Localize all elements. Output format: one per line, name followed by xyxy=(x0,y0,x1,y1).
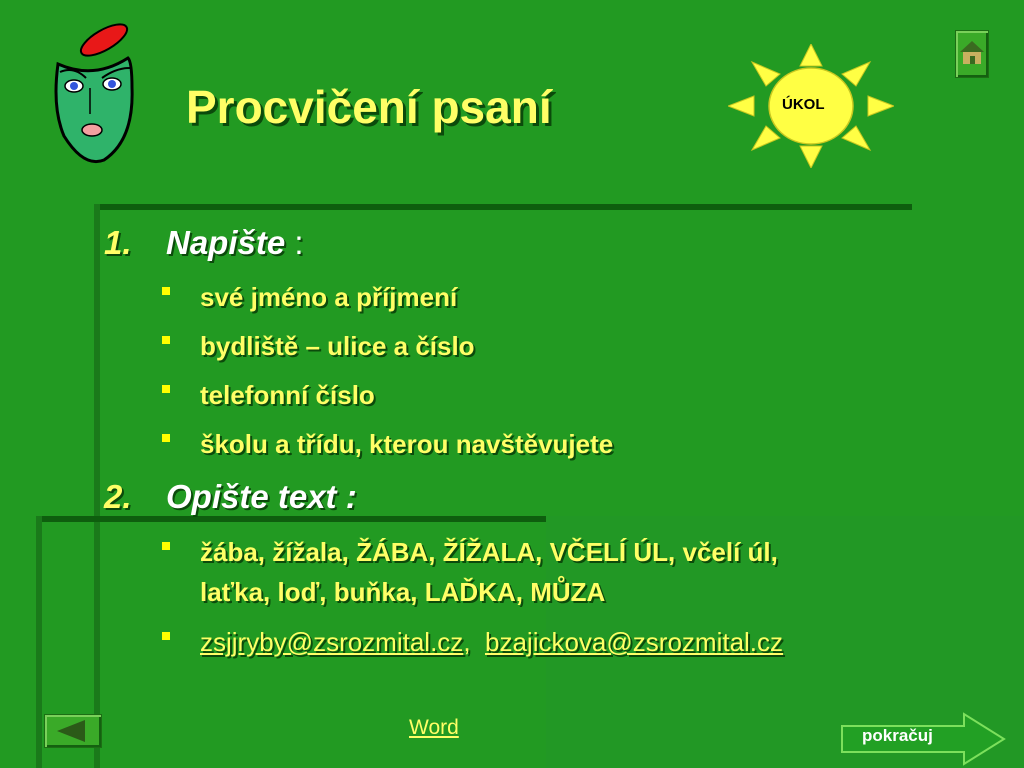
task-2-label: Opište text : xyxy=(166,478,357,515)
bullet-icon xyxy=(162,385,170,393)
task-1-colon: : xyxy=(294,224,304,261)
list-item-text: školu a třídu, kterou navštěvujete xyxy=(200,429,614,459)
list-item xyxy=(162,328,475,364)
task-badge-label: ÚKOL xyxy=(782,96,825,113)
task-1 xyxy=(104,224,304,262)
list-item xyxy=(162,377,375,413)
task-1-label: Napište xyxy=(166,224,286,261)
stripe-mid xyxy=(36,516,546,522)
email-link-2[interactable]: bzajickova@zsrozmital.cz xyxy=(485,627,784,657)
next-button[interactable] xyxy=(840,712,1006,766)
page-title: Procvičení psaní xyxy=(186,81,552,133)
back-arrow-icon xyxy=(45,715,101,747)
bullet-icon xyxy=(162,336,170,344)
stripe-left-lower xyxy=(36,516,42,768)
task-2-number: 2. xyxy=(104,478,132,515)
email-separator: , xyxy=(463,627,471,657)
stripe-top xyxy=(96,204,912,210)
face-mascot-icon xyxy=(46,18,142,168)
word-link[interactable]: Word xyxy=(409,716,459,739)
list-item xyxy=(162,426,613,462)
task-2 xyxy=(104,478,357,516)
list-item xyxy=(162,279,457,315)
home-button[interactable] xyxy=(955,30,989,78)
list-item-text: telefonní číslo xyxy=(200,380,375,410)
list-item-text: laťka, loď, buňka, LAĎKA, MŮZA xyxy=(200,577,606,607)
stripe-left-upper xyxy=(94,204,100,768)
list-item xyxy=(162,534,778,570)
list-item-continuation xyxy=(200,574,605,610)
list-item-emails xyxy=(162,624,783,660)
list-item-text: bydliště – ulice a číslo xyxy=(200,331,475,361)
bullet-icon xyxy=(162,542,170,550)
next-button-label: pokračuj xyxy=(862,726,933,745)
back-button[interactable] xyxy=(44,714,102,748)
task-1-number: 1. xyxy=(104,224,132,261)
list-item-text: své jméno a příjmení xyxy=(200,282,458,312)
bullet-icon xyxy=(162,287,170,295)
bullet-icon xyxy=(162,434,170,442)
list-item-text: žába, žížala, ŽÁBA, ŽÍŽALA, VČELÍ ÚL, včelí úl, xyxy=(200,537,778,567)
home-icon xyxy=(956,31,988,77)
bullet-icon xyxy=(162,632,170,640)
email-link-1[interactable]: zsjjryby@zsrozmital.cz xyxy=(200,627,464,657)
